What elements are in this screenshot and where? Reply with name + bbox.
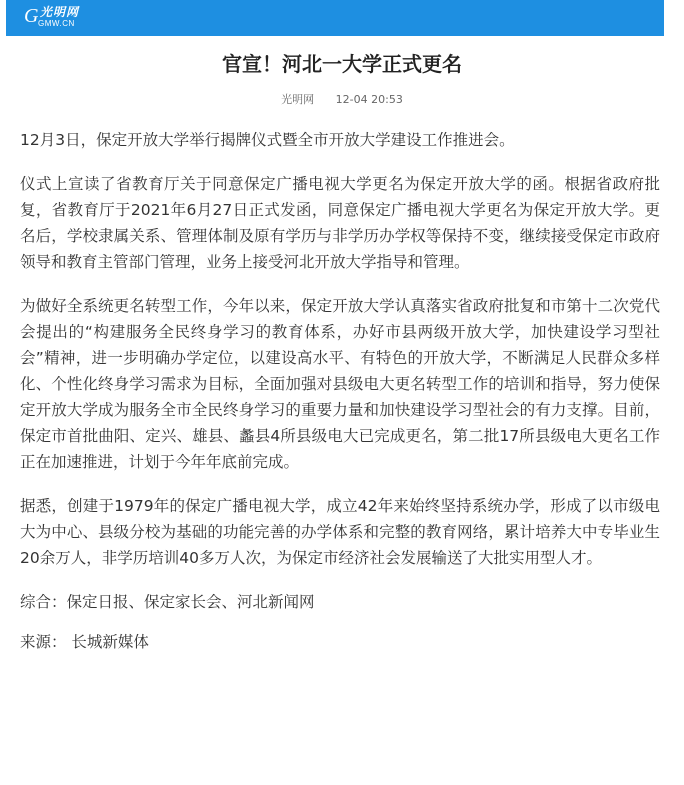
site-logo[interactable] <box>24 6 86 30</box>
compiled-sources: 综合：保定日报、保定家长会、河北新闻网 <box>20 593 315 611</box>
logo-english: GMW.CN <box>38 19 75 28</box>
paragraph-4: 据悉，创建于1979年的保定广播电视大学，成立42年来始终坚持系统办学，形成了以市级电大为中心、县级分校为基础的功能完善的办学体系和完整的教育网络，累计培养大中专毕业生20余万人，非学历培训40多万人次，为保定市经济社会发展输送了大批实用型人才。 <box>20 497 660 567</box>
article-source: 光明网 <box>281 93 315 106</box>
paragraph-3: 为做好全系统更名转型工作，今年以来，保定开放大学认真落实省政府批复和市第十二次党代会提出的“构建服务全民终身学习的教育体系，办好市县两级开放大学，加快建设学习型社会”精神，进一步明确办学定位，以建设高水平、有特色的开放大学，不断满足人民群众多样化、个性化终身学习需求为目标，全面加强对县级电大更名转型工作的培训和指导，努力使保定开放大学成为服务全市全民终身学习的重要力量和加快建设学习型社会的有力支撑。目前，保定市首批曲阳、定兴、雄县、蠡县4所县级电大已完成更名，第二批17所县级电大更名工作正在加速推进，计划于今年年底前完成。 <box>20 297 660 471</box>
article-meta <box>0 92 684 108</box>
article-title: 官宣！河北一大学正式更名 <box>222 52 462 76</box>
paragraph-2: 仪式上宣读了省教育厅关于同意保定广播电视大学更名为保定开放大学的函。根据省政府批复，省教育厅于2021年6月27日正式发函，同意保定广播电视大学更名为保定开放大学。更名后，学校隶属关系、管理体制及原有学历与非学历办学权等保持不变，继续接受保定市政府领导和教育主管部门管理，业务上接受河北开放大学指导和管理。 <box>20 175 660 271</box>
logo-initial: G <box>24 5 39 27</box>
article-body <box>20 127 660 669</box>
article-origin: 来源： 长城新媒体 <box>20 633 149 651</box>
logo-chinese: 光明网 <box>40 5 80 19</box>
article-time: 12-04 20:53 <box>335 93 403 106</box>
header-bar <box>6 0 664 36</box>
paragraph-1: 12月3日，保定开放大学举行揭牌仪式暨全市开放大学建设工作推进会。 <box>20 131 515 149</box>
